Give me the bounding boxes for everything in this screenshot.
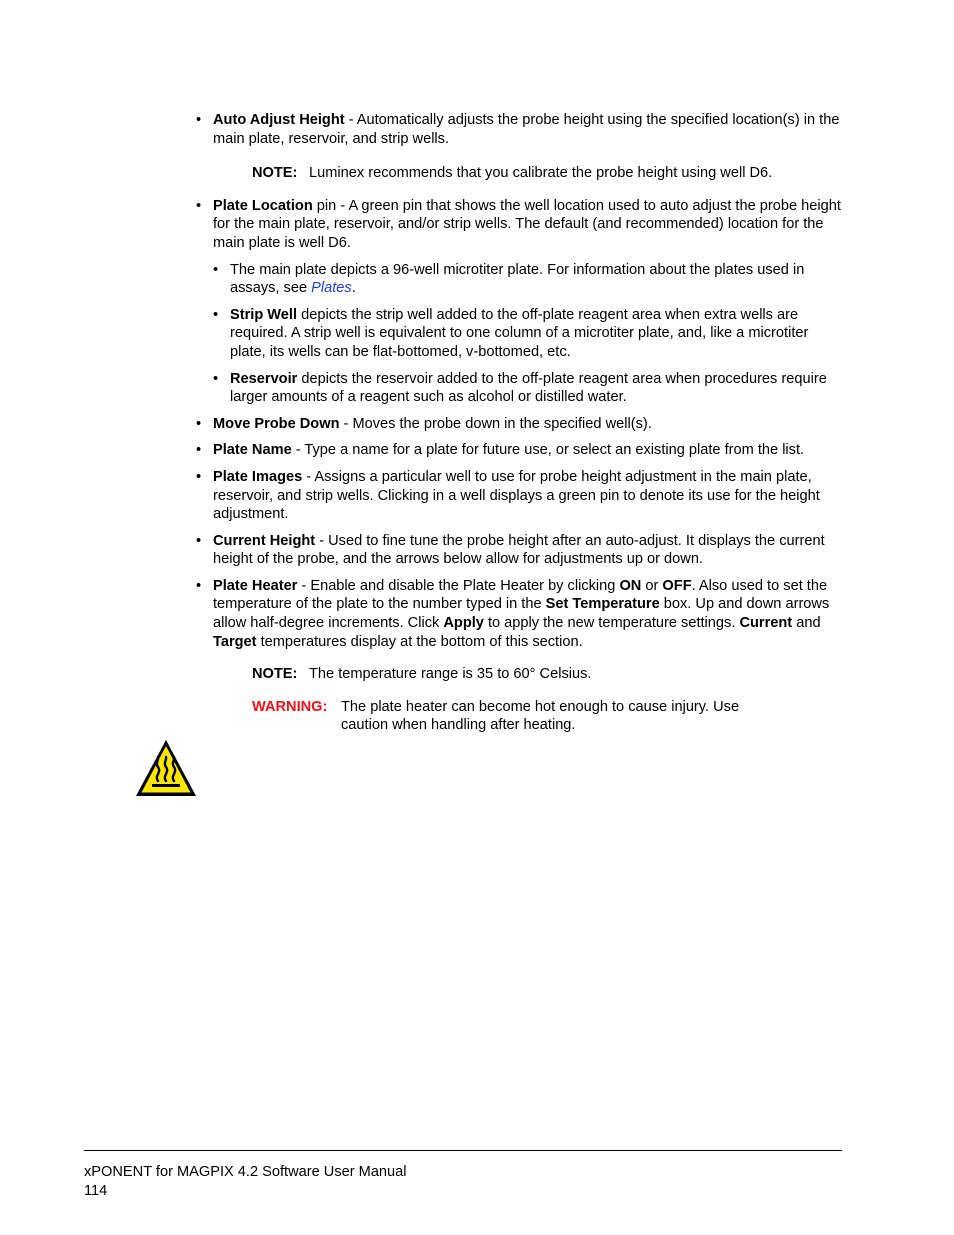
plate-location-subitems bbox=[213, 261, 844, 407]
note-text: Luminex recommends that you calibrate the probe height using well D6. bbox=[309, 165, 773, 182]
term-current-height: Current Height bbox=[213, 532, 316, 549]
term-plate-heater: Plate Heater bbox=[213, 577, 298, 594]
warning-label: WARNING: bbox=[252, 698, 328, 715]
desc-plate-heater-4: box. Up and down arrows allow half-degree increments. Click bbox=[213, 596, 830, 632]
desc-plate-heater-1: - Enable and disable the Plate Heater by clicking bbox=[297, 577, 620, 594]
desc-plate-images: - Assigns a particular well to use for probe height adjustment in the main plate, reservoir, and strip wells. Clicking in a well displays a green pin to denote its use for the height adjustment. bbox=[213, 468, 820, 523]
set-temperature-term: Set Temperature bbox=[545, 596, 660, 613]
warning-hot-surface bbox=[252, 698, 781, 735]
bullet-move-probe-down bbox=[196, 415, 844, 434]
subbullet-reservoir bbox=[213, 370, 844, 407]
term-auto-adjust-height: Auto Adjust Height bbox=[213, 112, 345, 128]
bullet-plate-name bbox=[196, 441, 844, 460]
subbullet-main-plate bbox=[213, 261, 844, 298]
on-term: ON bbox=[619, 577, 642, 594]
desc-reservoir: depicts the reservoir added to the off-plate reagent area when procedures require larger amounts of a reagent such as alcohol or distilled water. bbox=[230, 370, 827, 406]
bullet-auto-adjust-height bbox=[196, 111, 844, 148]
term-reservoir: Reservoir bbox=[230, 370, 298, 387]
desc-strip-well: depicts the strip well added to the off-plate reagent area when extra wells are required. A strip well is equivalent to one column of a microtiter plate, and, like a microtiter plate, its wells can be flat-bottomed, v-bottomed, etc. bbox=[230, 306, 809, 360]
desc-plate-heater-6: and bbox=[792, 615, 821, 632]
desc-plate-heater-3: . Also used to set the temperature of the plate to the number typed in the bbox=[213, 577, 828, 613]
term-plate-name: Plate Name bbox=[213, 442, 292, 459]
desc-main-plate-end: . bbox=[351, 280, 356, 297]
desc-plate-heater-5: to apply the new temperature settings. bbox=[483, 615, 740, 632]
desc-current-height: - Used to fine tune the probe height after an auto-adjust. It displays the current height of the probe, and the arrows below allow for adjustments up or down. bbox=[213, 532, 825, 568]
term-plate-location: Plate Location bbox=[213, 197, 313, 214]
desc-plate-heater-7: temperatures display at the bottom of this section. bbox=[256, 633, 583, 650]
hot-surface-warning-icon bbox=[134, 738, 198, 798]
bullet-plate-images bbox=[196, 468, 844, 524]
desc-main-plate: The main plate depicts a 96-well microtiter plate. For information about the plates used in assays, see bbox=[230, 261, 805, 297]
term-move-probe-down: Move Probe Down bbox=[213, 415, 340, 432]
desc-plate-name: - Type a name for a plate for future use, or select an existing plate from the list. bbox=[291, 442, 805, 459]
note-temperature-range bbox=[252, 665, 779, 684]
manual-content bbox=[196, 111, 844, 735]
bullet-plate-heater bbox=[196, 577, 844, 651]
off-term: OFF bbox=[662, 577, 692, 594]
note-text: The temperature range is 35 to 60° Celsius. bbox=[309, 666, 592, 683]
desc-plate-heater-2: or bbox=[641, 577, 663, 594]
bullet-current-height bbox=[196, 532, 844, 569]
desc-plate-location: pin - A green pin that shows the well location used to auto adjust the probe height for the main plate, reservoir, and/or strip wells. The default (and recommended) location for the main plate is well D6. bbox=[213, 197, 841, 251]
term-plate-images: Plate Images bbox=[213, 468, 303, 485]
bullet-plate-location bbox=[196, 197, 844, 253]
footer-divider bbox=[84, 1150, 842, 1151]
note-label: NOTE: bbox=[252, 666, 298, 683]
plates-link[interactable]: Plates bbox=[311, 280, 352, 297]
desc-move-probe-down: - Moves the probe down in the specified well(s). bbox=[339, 415, 652, 432]
note-calibrate bbox=[252, 164, 779, 183]
target-term: Target bbox=[213, 633, 257, 650]
current-term: Current bbox=[739, 615, 793, 632]
page-footer bbox=[84, 1163, 407, 1200]
subbullet-strip-well bbox=[213, 306, 844, 362]
term-strip-well: Strip Well bbox=[230, 306, 298, 323]
warning-text: The plate heater can become hot enough to cause injury. Use caution when handling after heating. bbox=[341, 698, 740, 734]
footer-page-number: 114 bbox=[84, 1182, 108, 1199]
note-label: NOTE: bbox=[252, 165, 298, 182]
footer-manual-title: xPONENT for MAGPIX 4.2 Software User Manual bbox=[84, 1164, 407, 1180]
desc-auto-adjust-height: - Automatically adjusts the probe height using the specified location(s) in the main plate, reservoir, and strip wells. bbox=[213, 112, 840, 147]
apply-term: Apply bbox=[443, 615, 484, 632]
